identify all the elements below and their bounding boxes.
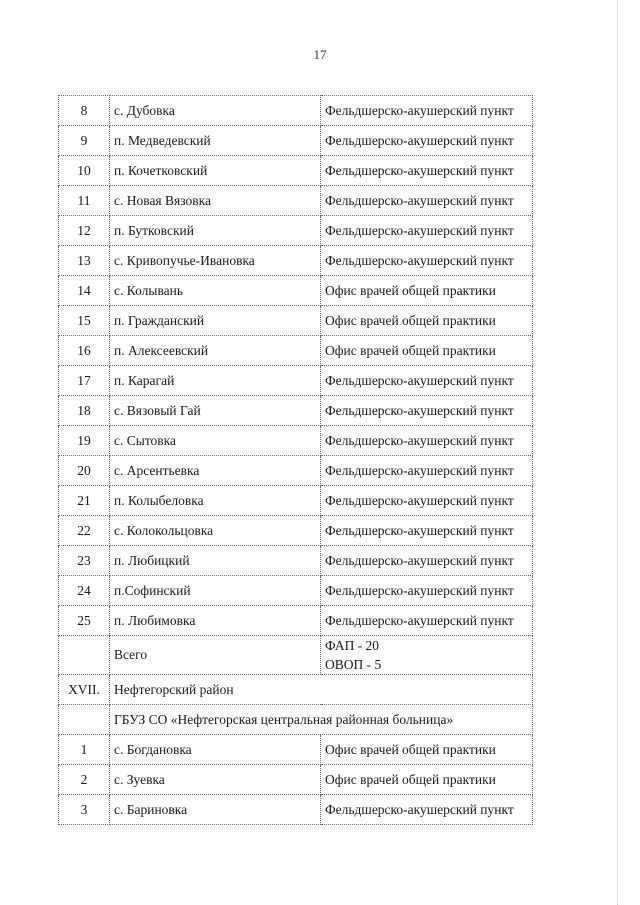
table-row (59, 306, 533, 336)
facility-cell: Фельдшерско-акушерский пункт (321, 516, 533, 546)
institution-row (59, 705, 533, 735)
table-row (59, 516, 533, 546)
row-number: 13 (59, 246, 110, 276)
settlement-cell: с. Бариновка (110, 795, 321, 825)
settlement-cell: с. Колывань (110, 276, 321, 306)
settlement-cell: с. Кривопучье-Ивановка (110, 246, 321, 276)
facility-cell: Фельдшерско-акушерский пункт (321, 546, 533, 576)
settlement-cell: с. Богдановка (110, 735, 321, 765)
row-number: 25 (59, 606, 110, 636)
facility-cell: Офис врачей общей практики (321, 276, 533, 306)
total-values-cell (321, 636, 533, 675)
row-number: 11 (59, 186, 110, 216)
institution-number-cell (59, 705, 110, 735)
facility-cell: Фельдшерско-акушерский пункт (321, 426, 533, 456)
settlement-cell: с. Зуевка (110, 765, 321, 795)
facility-cell: Офис врачей общей практики (321, 765, 533, 795)
row-number: 2 (59, 765, 110, 795)
row-number: 16 (59, 336, 110, 366)
settlement-cell: п. Любицкий (110, 546, 321, 576)
district-name: Нефтегорский район (110, 675, 533, 705)
table-row (59, 276, 533, 306)
table-row (59, 126, 533, 156)
settlement-cell: с. Новая Вязовка (110, 186, 321, 216)
table-row (59, 396, 533, 426)
total-row (59, 636, 533, 675)
row-number: 20 (59, 456, 110, 486)
table-row (59, 735, 533, 765)
row-number: 17 (59, 366, 110, 396)
settlement-cell: п. Карагай (110, 366, 321, 396)
table-row (59, 216, 533, 246)
row-number: 1 (59, 735, 110, 765)
total-label: Всего (110, 636, 321, 675)
table-row (59, 795, 533, 825)
settlement-cell: с. Сытовка (110, 426, 321, 456)
settlement-cell: п. Медведевский (110, 126, 321, 156)
facility-table-body (59, 96, 533, 825)
facility-cell: Фельдшерско-акушерский пункт (321, 456, 533, 486)
table-row (59, 156, 533, 186)
table-row (59, 546, 533, 576)
table-row (59, 246, 533, 276)
row-number: 12 (59, 216, 110, 246)
facility-cell: Фельдшерско-акушерский пункт (321, 126, 533, 156)
facility-cell: Фельдшерско-акушерский пункт (321, 396, 533, 426)
facility-cell: Фельдшерско-акушерский пункт (321, 366, 533, 396)
row-number: 23 (59, 546, 110, 576)
table-row (59, 456, 533, 486)
row-number: 10 (59, 156, 110, 186)
institution-name: ГБУЗ СО «Нефтегорская центральная районная больница» (110, 705, 533, 735)
facility-cell: Фельдшерско-акушерский пункт (321, 186, 533, 216)
settlement-cell: п.Софинский (110, 576, 321, 606)
settlement-cell: п. Колыбеловка (110, 486, 321, 516)
settlement-cell: п. Кочетковский (110, 156, 321, 186)
facility-cell: Офис врачей общей практики (321, 735, 533, 765)
table-row (59, 96, 533, 126)
page-edge-line (616, 0, 618, 905)
settlement-cell: п. Любимовка (110, 606, 321, 636)
facility-cell: Фельдшерско-акушерский пункт (321, 246, 533, 276)
row-number: 14 (59, 276, 110, 306)
facility-cell: Офис врачей общей практики (321, 306, 533, 336)
settlement-cell: с. Арсентьевка (110, 456, 321, 486)
row-number: 21 (59, 486, 110, 516)
table-row (59, 606, 533, 636)
row-number: 19 (59, 426, 110, 456)
facility-cell: Фельдшерско-акушерский пункт (321, 576, 533, 606)
table-row (59, 576, 533, 606)
table-row (59, 186, 533, 216)
table-row (59, 426, 533, 456)
settlement-cell: с. Дубовка (110, 96, 321, 126)
row-number: 24 (59, 576, 110, 606)
row-number: 3 (59, 795, 110, 825)
row-number: 8 (59, 96, 110, 126)
table-row (59, 765, 533, 795)
facility-table (58, 95, 533, 825)
settlement-cell: п. Алексеевский (110, 336, 321, 366)
facility-cell: Фельдшерско-акушерский пункт (321, 486, 533, 516)
facility-cell: Офис врачей общей практики (321, 336, 533, 366)
section-roman-numeral: XVII. (59, 675, 110, 705)
table-row (59, 366, 533, 396)
row-number: 15 (59, 306, 110, 336)
total-number-cell (59, 636, 110, 675)
settlement-cell: п. Бутковский (110, 216, 321, 246)
total-fap-count: ФАП - 20 (325, 638, 380, 653)
row-number: 9 (59, 126, 110, 156)
facility-cell: Фельдшерско-акушерский пункт (321, 606, 533, 636)
table-row (59, 486, 533, 516)
row-number: 22 (59, 516, 110, 546)
facility-cell: Фельдшерско-акушерский пункт (321, 216, 533, 246)
page-number: 17 (313, 47, 327, 62)
settlement-cell: п. Гражданский (110, 306, 321, 336)
facility-cell: Фельдшерско-акушерский пункт (321, 156, 533, 186)
table-row (59, 336, 533, 366)
section-header-row (59, 675, 533, 705)
total-ovop-count: ОВОП - 5 (325, 657, 382, 672)
settlement-cell: с. Колокольцовка (110, 516, 321, 546)
facility-cell: Фельдшерско-акушерский пункт (321, 96, 533, 126)
facility-cell: Фельдшерско-акушерский пункт (321, 795, 533, 825)
settlement-cell: с. Вязовый Гай (110, 396, 321, 426)
row-number: 18 (59, 396, 110, 426)
